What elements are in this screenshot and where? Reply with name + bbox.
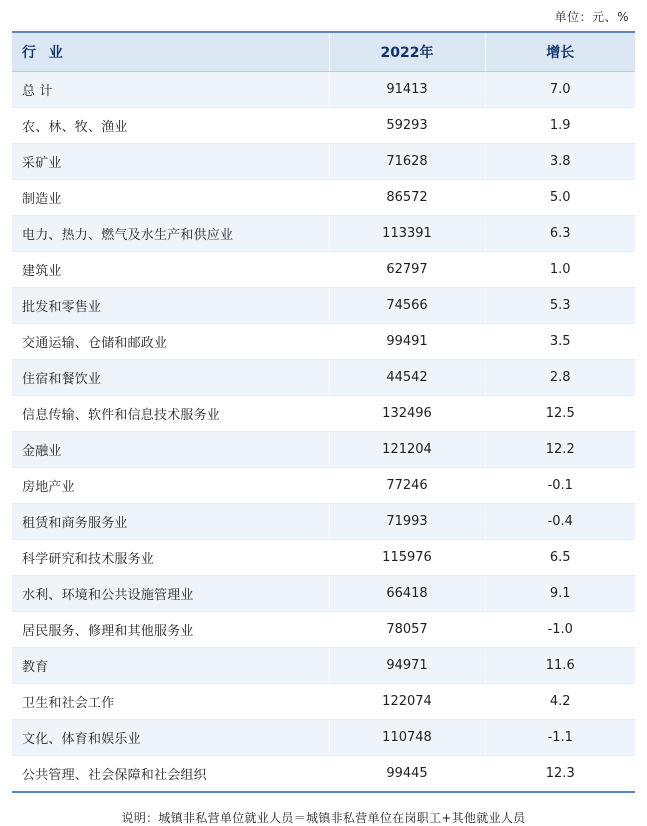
cell-value: 122074 (329, 684, 485, 720)
cell-growth: 11.6 (485, 648, 635, 684)
cell-industry: 采矿业 (12, 144, 329, 180)
column-header-year: 2022年 (329, 32, 485, 72)
cell-value: 77246 (329, 468, 485, 504)
cell-industry: 批发和零售业 (12, 288, 329, 324)
cell-growth: 1.0 (485, 252, 635, 288)
cell-value: 113391 (329, 216, 485, 252)
cell-industry: 住宿和餐饮业 (12, 360, 329, 396)
cell-industry: 建筑业 (12, 252, 329, 288)
cell-growth: 3.5 (485, 324, 635, 360)
cell-value: 44542 (329, 360, 485, 396)
cell-value: 59293 (329, 108, 485, 144)
cell-industry: 科学研究和技术服务业 (12, 540, 329, 576)
cell-value: 91413 (329, 72, 485, 108)
cell-industry: 电力、热力、燃气及水生产和供应业 (12, 216, 329, 252)
cell-value: 121204 (329, 432, 485, 468)
table-row (12, 684, 635, 720)
cell-value: 78057 (329, 612, 485, 648)
cell-value: 71993 (329, 504, 485, 540)
cell-growth: 6.5 (485, 540, 635, 576)
table-row (12, 576, 635, 612)
cell-growth: -0.4 (485, 504, 635, 540)
cell-growth: -0.1 (485, 468, 635, 504)
table-row (12, 360, 635, 396)
cell-growth: 7.0 (485, 72, 635, 108)
cell-value: 71628 (329, 144, 485, 180)
cell-growth: -1.1 (485, 720, 635, 756)
unit-note: 单位：元、% (554, 10, 629, 24)
cell-industry: 金融业 (12, 432, 329, 468)
cell-value: 99491 (329, 324, 485, 360)
table-row (12, 432, 635, 468)
cell-growth: 6.3 (485, 216, 635, 252)
cell-industry: 居民服务、修理和其他服务业 (12, 612, 329, 648)
table-row (12, 72, 635, 108)
cell-industry: 教育 (12, 648, 329, 684)
cell-value: 74566 (329, 288, 485, 324)
cell-growth: 1.9 (485, 108, 635, 144)
column-header-industry: 行 业 (12, 32, 329, 72)
table-row (12, 612, 635, 648)
employment-wage-table (12, 31, 635, 793)
cell-industry: 公共管理、社会保障和社会组织 (12, 756, 329, 793)
cell-growth: -1.0 (485, 612, 635, 648)
column-header-growth: 增长 (485, 32, 635, 72)
table-row (12, 216, 635, 252)
cell-growth: 9.1 (485, 576, 635, 612)
cell-value: 66418 (329, 576, 485, 612)
footer-note: 说明：城镇非私营单位就业人员＝城镇非私营单位在岗职工+其他就业人员 (121, 811, 526, 825)
table-header-row (12, 32, 635, 72)
cell-value: 99445 (329, 756, 485, 793)
cell-growth: 4.2 (485, 684, 635, 720)
table-row (12, 720, 635, 756)
cell-growth: 3.8 (485, 144, 635, 180)
cell-value: 62797 (329, 252, 485, 288)
cell-industry: 卫生和社会工作 (12, 684, 329, 720)
table-body (12, 72, 635, 793)
table-row (12, 288, 635, 324)
cell-value: 110748 (329, 720, 485, 756)
cell-industry: 制造业 (12, 180, 329, 216)
cell-growth: 5.0 (485, 180, 635, 216)
table-row (12, 648, 635, 684)
table-row (12, 396, 635, 432)
table-row (12, 324, 635, 360)
table-row (12, 108, 635, 144)
cell-industry: 总 计 (12, 72, 329, 108)
cell-growth: 5.3 (485, 288, 635, 324)
table-row (12, 144, 635, 180)
cell-industry: 信息传输、软件和信息技术服务业 (12, 396, 329, 432)
table-row (12, 468, 635, 504)
cell-growth: 2.8 (485, 360, 635, 396)
table-row (12, 252, 635, 288)
cell-growth: 12.5 (485, 396, 635, 432)
cell-growth: 12.2 (485, 432, 635, 468)
table-header (12, 32, 635, 72)
cell-industry: 农、林、牧、渔业 (12, 108, 329, 144)
cell-industry: 房地产业 (12, 468, 329, 504)
cell-value: 86572 (329, 180, 485, 216)
cell-value: 132496 (329, 396, 485, 432)
cell-industry: 文化、体育和娱乐业 (12, 720, 329, 756)
cell-industry: 水利、环境和公共设施管理业 (12, 576, 329, 612)
cell-value: 115976 (329, 540, 485, 576)
cell-industry: 交通运输、仓储和邮政业 (12, 324, 329, 360)
table-row (12, 756, 635, 793)
table-row (12, 504, 635, 540)
table-row (12, 540, 635, 576)
table-row (12, 180, 635, 216)
cell-industry: 租赁和商务服务业 (12, 504, 329, 540)
cell-growth: 12.3 (485, 756, 635, 793)
cell-value: 94971 (329, 648, 485, 684)
